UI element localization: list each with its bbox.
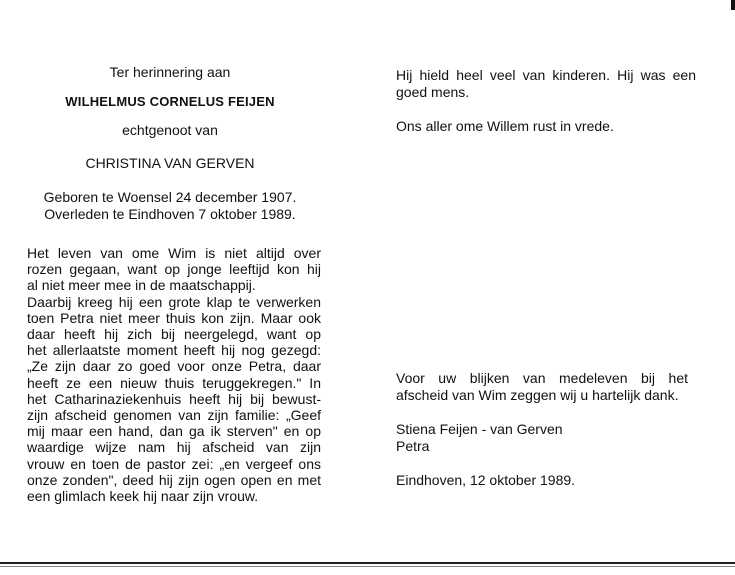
story-line: mij maar een hand, dan ga ik sterven" en op bbox=[27, 423, 321, 440]
rest-in-peace-text: Ons aller ome Willem rust in vrede. bbox=[396, 118, 614, 134]
story-line: toen Petra niet meer thuis kon zijn. Maar ook bbox=[27, 309, 321, 326]
relation-text: echtgenoot van bbox=[122, 122, 218, 138]
bottom-divider bbox=[0, 562, 735, 564]
header-block bbox=[20, 64, 320, 223]
story-line: rozen gegaan, want op jonge leeftijd kon hij bbox=[27, 261, 321, 278]
story-line: waardige wijze nam hij afscheid van zijn bbox=[27, 439, 321, 456]
intro-text: Ter herinnering aan bbox=[109, 64, 231, 80]
story-line: onze zonden", deed hij zijn ogen open en met bbox=[27, 471, 321, 488]
life-story bbox=[27, 245, 321, 504]
story-line: Daarbij kreeg hij een grote klap te verwerken bbox=[27, 293, 321, 310]
story-line: „Ze zijn daar zo goed voor onze Petra, daar bbox=[27, 358, 321, 375]
story-line: het allerlaatste moment heeft hij nog gezegd: bbox=[27, 342, 321, 359]
story-line: al niet meer mee in de maatschappij. bbox=[27, 277, 256, 294]
story-line: Het leven van ome Wim is niet altijd over bbox=[27, 245, 321, 261]
story-line: heeft ze een nieuw thuis teruggekregen." In bbox=[27, 374, 321, 391]
story-line: daar heeft hij zich bij neergelegd, want op bbox=[27, 326, 321, 343]
signature-name: Stiena Feijen - van Gerven bbox=[396, 421, 563, 437]
story-line: een glimlach keek hij naar zijn vrouw. bbox=[27, 488, 259, 505]
deceased-name: WILHELMUS CORNELUS FEIJEN bbox=[65, 94, 275, 109]
remembrance-block bbox=[396, 67, 696, 135]
edge-mark bbox=[731, 0, 735, 10]
story-line: vrouw en toen de pastor zei: „en vergeef ons bbox=[27, 455, 321, 472]
remembrance-line: Hij hield heel veel van kinderen. Hij was een bbox=[396, 67, 696, 83]
story-line: zijn afscheid genomen van zijn familie: „Geef bbox=[27, 407, 321, 424]
bottom-divider bbox=[0, 566, 735, 567]
thanks-line: Voor uw blijken van medeleven bij het bbox=[396, 370, 688, 386]
place-date: Eindhoven, 12 oktober 1989. bbox=[396, 472, 576, 488]
remembrance-line: goed mens. bbox=[396, 84, 470, 100]
died-text: Overleden te Eindhoven 7 oktober 1989. bbox=[44, 206, 296, 222]
born-text: Geboren te Woensel 24 december 1907. bbox=[43, 189, 297, 205]
spouse-name: CHRISTINA VAN GERVEN bbox=[85, 155, 255, 171]
thanks-line: afscheid van Wim zeggen wij u hartelijk dank. bbox=[396, 387, 679, 403]
signature-name: Petra bbox=[396, 438, 430, 454]
story-line: het Catharinaziekenhuis heeft hij bij bewust- bbox=[27, 390, 321, 407]
thanks-block bbox=[396, 370, 688, 489]
